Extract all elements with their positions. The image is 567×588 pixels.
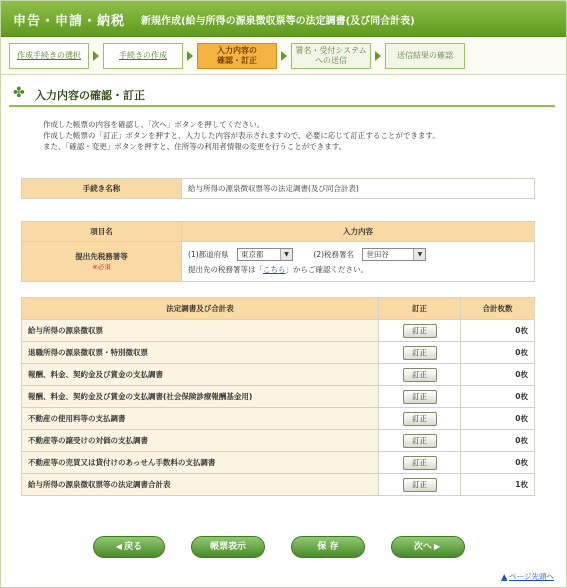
step-label: 作成手続きの選択 [17,51,81,60]
tax-office-label: 提出先税務署等 [75,251,128,261]
step-label: 送信結果の確認 [397,51,453,60]
table-row [22,430,535,452]
fix-button[interactable]: 訂正 [403,346,437,360]
document-count: 0枚 [461,386,535,408]
document-name: 退職所得の源泉徴収票・特別徴収票 [22,342,379,364]
save-label: 保 存 [317,542,339,552]
table-row [22,474,535,496]
next-arrow-icon: ▶ [433,542,441,551]
step-confirm-correct [197,43,277,69]
page-top-label: ページ先頭へ [509,572,554,581]
page-top-link[interactable] [501,571,554,582]
prefecture-value: 東京都 [241,250,264,259]
fix-button[interactable]: 訂正 [403,478,437,492]
note-prefix: 提出先の税務署等は「 [188,264,263,274]
description-line: 作成した帳票の「訂正」ボタンを押すと、入力した内容が表示されますので、必要に応じて訂正することができます。 [43,131,440,140]
document-count: 0枚 [461,342,535,364]
document-count: 0枚 [461,408,535,430]
fix-button[interactable]: 訂正 [403,412,437,426]
col-fix-header: 訂正 [379,298,461,320]
step-label-line1: 署名・受付システム [295,46,367,55]
document-count: 0枚 [461,364,535,386]
chevron-down-icon: ▼ [413,249,425,260]
arrow-up-icon: ▲ [501,572,508,581]
next-label: 次へ [413,542,432,552]
step-create-procedure[interactable] [103,43,183,69]
table-row [22,408,535,430]
tax-office-value: 世田谷 [366,250,389,259]
required-mark: ※必須 [92,262,111,271]
note-suffix: 」からご確認ください。 [285,264,368,274]
chevron-right-icon [93,51,99,61]
prefecture-label: (1)都道府県 [188,249,229,259]
prefecture-select[interactable] [237,248,293,261]
chevron-down-icon: ▼ [280,249,292,260]
back-label: 戻る [124,542,143,552]
next-button[interactable] [391,536,465,558]
section-title: 入力内容の確認・訂正 [35,89,145,102]
document-name: 給与所得の源泉徴収票等の法定調書合計表 [22,474,379,496]
document-name: 不動産等の譲受けの対価の支払調書 [22,430,379,452]
step-label-line2: 確認・訂正 [217,56,257,65]
description-line: また、「確認・変更」ボタンを押すと、住所等の利用者情報の変更を行うことができます。 [43,142,347,151]
app-header [1,1,566,37]
fix-button[interactable]: 訂正 [403,368,437,382]
header-subtitle: 新規作成(給与所得の源泉徴収票等の法定調書(及び同合計表) [141,16,415,27]
back-arrow-icon: ◀ [115,542,123,551]
document-count: 0枚 [461,430,535,452]
documents-table [21,297,535,496]
procedure-table [21,178,535,199]
table-row [22,364,535,386]
col-content-header: 入力内容 [182,222,535,242]
document-name: 給与所得の源泉徴収票 [22,320,379,342]
step-label-line2: への送信 [314,56,347,65]
tax-office-inputs [182,242,535,282]
document-name: 不動産等の売買又は貸付けのあっせん手数料の支払調書 [22,452,379,474]
header-title: 申告・申請・納税 [13,14,126,29]
document-name: 不動産の使用料等の支払調書 [22,408,379,430]
table-row [22,320,535,342]
fix-button[interactable]: 訂正 [403,456,437,470]
procedure-header: 手続き名称 [22,179,182,199]
col-item-header: 項目名 [22,222,182,242]
description-line: 作成した帳票の内容を確認し、「次へ」ボタンを押してください。 [43,120,265,129]
step-label-line1: 入力内容の [217,46,257,55]
table-row [22,386,535,408]
tax-office-link[interactable]: こちら [263,264,286,274]
col-count-header: 合計枚数 [461,298,535,320]
chevron-right-icon [375,51,381,61]
step-sign-send [291,43,371,69]
fix-button[interactable]: 訂正 [403,324,437,338]
save-button[interactable] [291,536,365,558]
document-count: 0枚 [461,452,535,474]
col-document-header: 法定調書及び合計表 [22,298,379,320]
step-select-procedure[interactable] [9,43,89,69]
tax-office-label-cell [22,242,182,282]
step-label: 手続きの作成 [119,51,167,60]
back-button[interactable] [93,536,165,558]
preview-button[interactable] [191,536,265,558]
procedure-name: 給与所得の源泉徴収票等の法定調書(及び同合計表) [182,179,535,199]
chevron-right-icon [281,51,287,61]
section-divider [9,105,555,107]
clover-icon: ✤ [13,85,25,101]
document-count: 1枚 [461,474,535,496]
preview-label: 帳票表示 [209,542,246,552]
table-row [22,342,535,364]
chevron-right-icon [187,51,193,61]
step-bar [1,37,566,75]
tax-office-name-label: (2)税務署名 [313,249,355,259]
document-name: 報酬、料金、契約金及び賞金の支払調書(社会保険診療報酬基金用) [22,386,379,408]
table-row [22,452,535,474]
input-table [21,221,535,282]
fix-button[interactable]: 訂正 [403,390,437,404]
step-check-result [385,43,465,69]
document-count: 0枚 [461,320,535,342]
fix-button[interactable]: 訂正 [403,434,437,448]
section-description [43,119,543,152]
document-name: 報酬、料金、契約金及び賞金の支払調書 [22,364,379,386]
tax-office-select[interactable] [362,248,426,261]
